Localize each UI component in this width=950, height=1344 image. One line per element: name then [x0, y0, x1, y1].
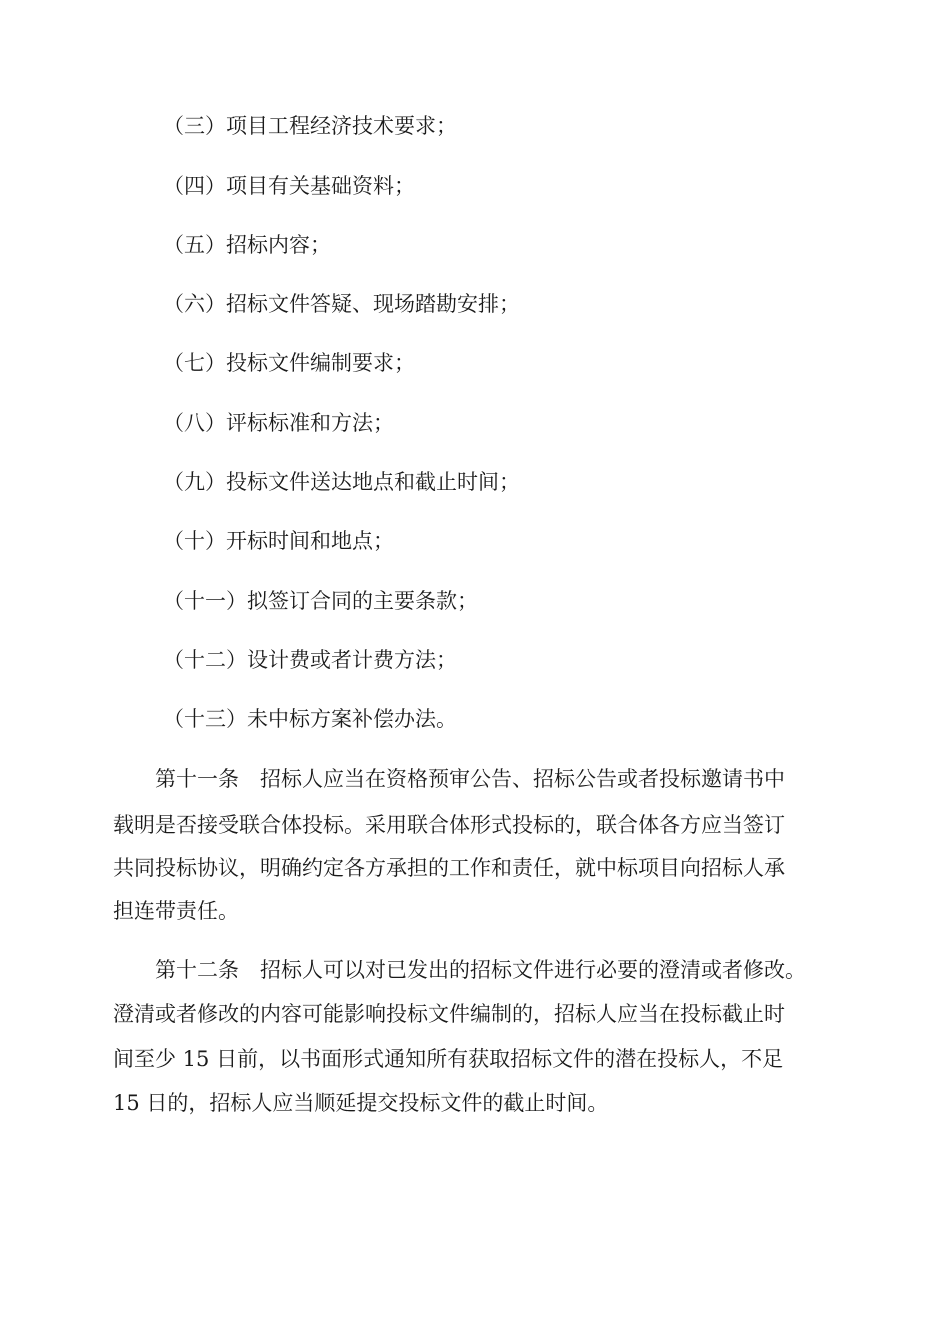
list-item: （十）开标时间和地点； [163, 529, 394, 553]
paragraph-line: 第十一条 招标人应当在资格预审公告、招标公告或者投标邀请书中 [113, 767, 785, 791]
list-item: （六）招标文件答疑、现场踏勘安排； [163, 292, 520, 316]
paragraph-line: 15 日的，招标人应当顺延提交投标文件的截止时间。 [113, 1091, 609, 1115]
paragraph-line: 共同投标协议，明确约定各方承担的工作和责任，就中标项目向招标人承 [113, 856, 785, 880]
list-item: （九）投标文件送达地点和截止时间； [163, 470, 520, 494]
list-item: （三）项目工程经济技术要求； [163, 114, 457, 138]
list-item: （十三）未中标方案补偿办法。 [163, 707, 457, 731]
paragraph-line: 间至少 15 日前，以书面形式通知所有获取招标文件的潜在投标人，不足 [113, 1047, 784, 1071]
list-item: （十一）拟签订合同的主要条款； [163, 589, 478, 613]
list-item: （七）投标文件编制要求； [163, 351, 415, 375]
list-item: （八）评标标准和方法； [163, 411, 394, 435]
list-item: （五）招标内容； [163, 233, 331, 257]
list-item: （十二）设计费或者计费方法； [163, 648, 457, 672]
paragraph-line: 载明是否接受联合体投标。采用联合体形式投标的，联合体各方应当签订 [113, 813, 785, 837]
paragraph-line: 第十二条 招标人可以对已发出的招标文件进行必要的澄清或者修改。 [113, 958, 806, 982]
paragraph-line: 澄清或者修改的内容可能影响投标文件编制的，招标人应当在投标截止时 [113, 1002, 785, 1026]
list-item: （四）项目有关基础资料； [163, 174, 415, 198]
paragraph-line: 担连带责任。 [113, 899, 239, 923]
